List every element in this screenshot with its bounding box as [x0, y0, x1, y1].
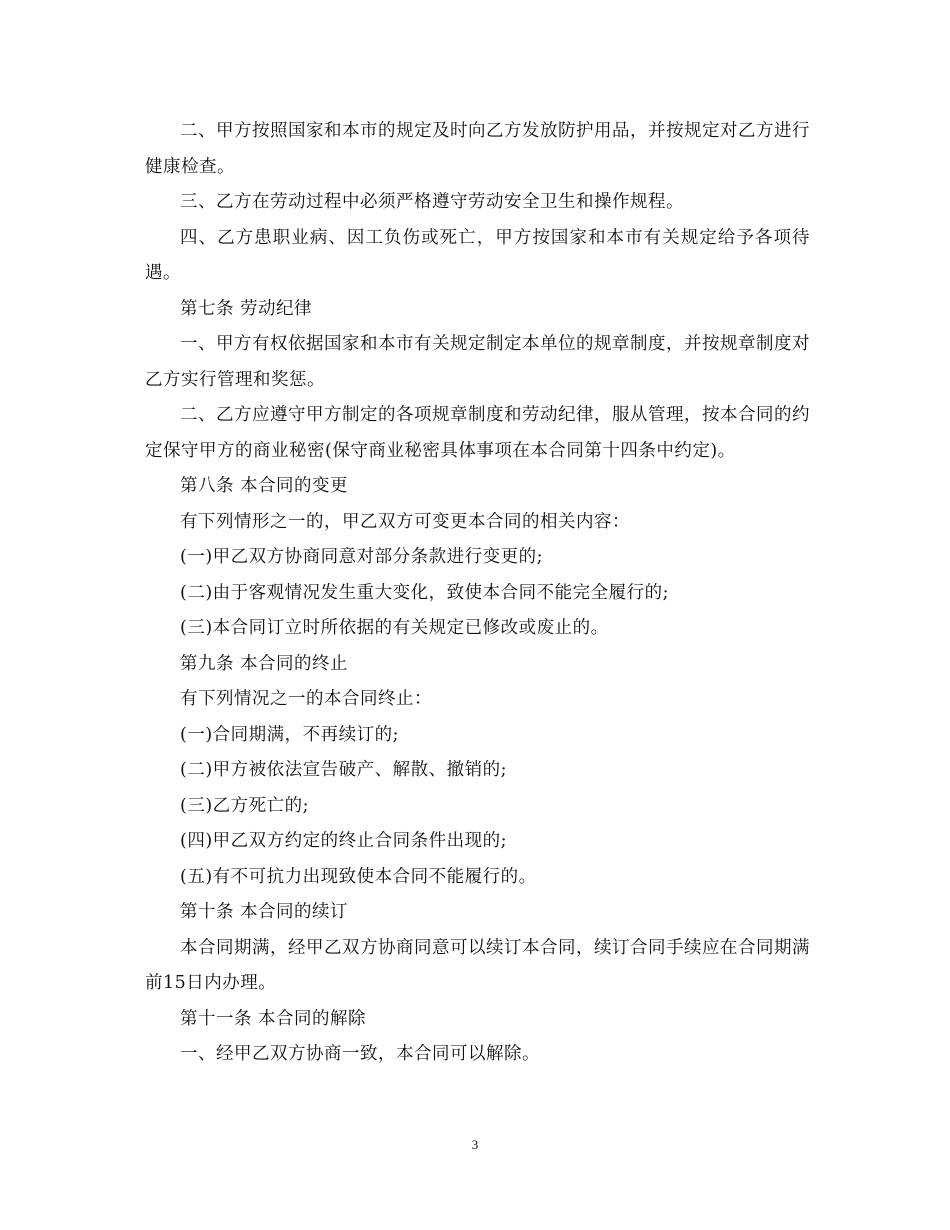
document-body [145, 114, 810, 1073]
list-item-termination-1: (一)合同期满，不再续订的; [180, 724, 400, 745]
paragraph-rescission-1: 一、经甲乙双方协商一致，本合同可以解除。 [180, 1044, 540, 1064]
list-item-termination-4: (四)甲乙双方约定的终止合同条件出现的; [180, 831, 508, 851]
paragraph-termination-conditions: 有下列情况之一的本合同终止： [180, 689, 432, 709]
paragraph-trade-secrets: 二、乙方应遵守甲方制定的各项规章制度和劳动纪律，服从管理，按本合同的约定保守甲方的商业秘密(保守商业秘密具体事项在本合同第十四条中约定)。 [145, 405, 810, 461]
paragraph-change-conditions: 有下列情形之一的，甲乙双方可变更本合同的相关内容： [180, 511, 630, 532]
list-item-termination-2: (二)甲方被依法宣告破产、解散、撤销的; [180, 760, 508, 780]
list-item-change-2: (二)由于客观情况发生重大变化，致使本合同不能完全履行的; [180, 582, 670, 603]
section-heading-article-9: 第九条 本合同的终止 [180, 653, 349, 674]
section-heading-article-11: 第十一条 本合同的解除 [180, 1008, 367, 1029]
paragraph-renewal: 本合同期满，经甲乙双方协商同意可以续订本合同，续订合同手续应在合同期满前15日内办理。 [145, 937, 810, 993]
list-item-termination-3: (三)乙方死亡的; [180, 795, 310, 816]
list-item-change-1: (一)甲乙双方协商同意对部分条款进行变更的; [180, 547, 544, 567]
section-heading-article-7: 第七条 劳动纪律 [180, 298, 313, 319]
page-number: 3 [471, 1137, 479, 1152]
paragraph-protective-equipment: 二、甲方按照国家和本市的规定及时向乙方发放防护用品，并按规定对乙方进行健康检查。 [145, 121, 810, 177]
section-heading-article-8: 第八条 本合同的变更 [180, 476, 349, 496]
paragraph-rules-regulations: 一、甲方有权依据国家和本市有关规定制定本单位的规章制度，并按规章制度对乙方实行管理和奖惩。 [145, 334, 810, 390]
section-heading-article-10: 第十条 本合同的续订 [180, 902, 349, 922]
paragraph-safety-rules: 三、乙方在劳动过程中必须严格遵守劳动安全卫生和操作规程。 [180, 192, 684, 212]
paragraph-occupational-injury: 四、乙方患职业病、因工负伤或死亡，甲方按国家和本市有关规定给予各项待遇。 [145, 227, 810, 283]
list-item-change-3: (三)本合同订立时所依据的有关规定已修改或废止的。 [180, 618, 609, 638]
list-item-termination-5: (五)有不可抗力出现致使本合同不能履行的。 [180, 866, 537, 887]
